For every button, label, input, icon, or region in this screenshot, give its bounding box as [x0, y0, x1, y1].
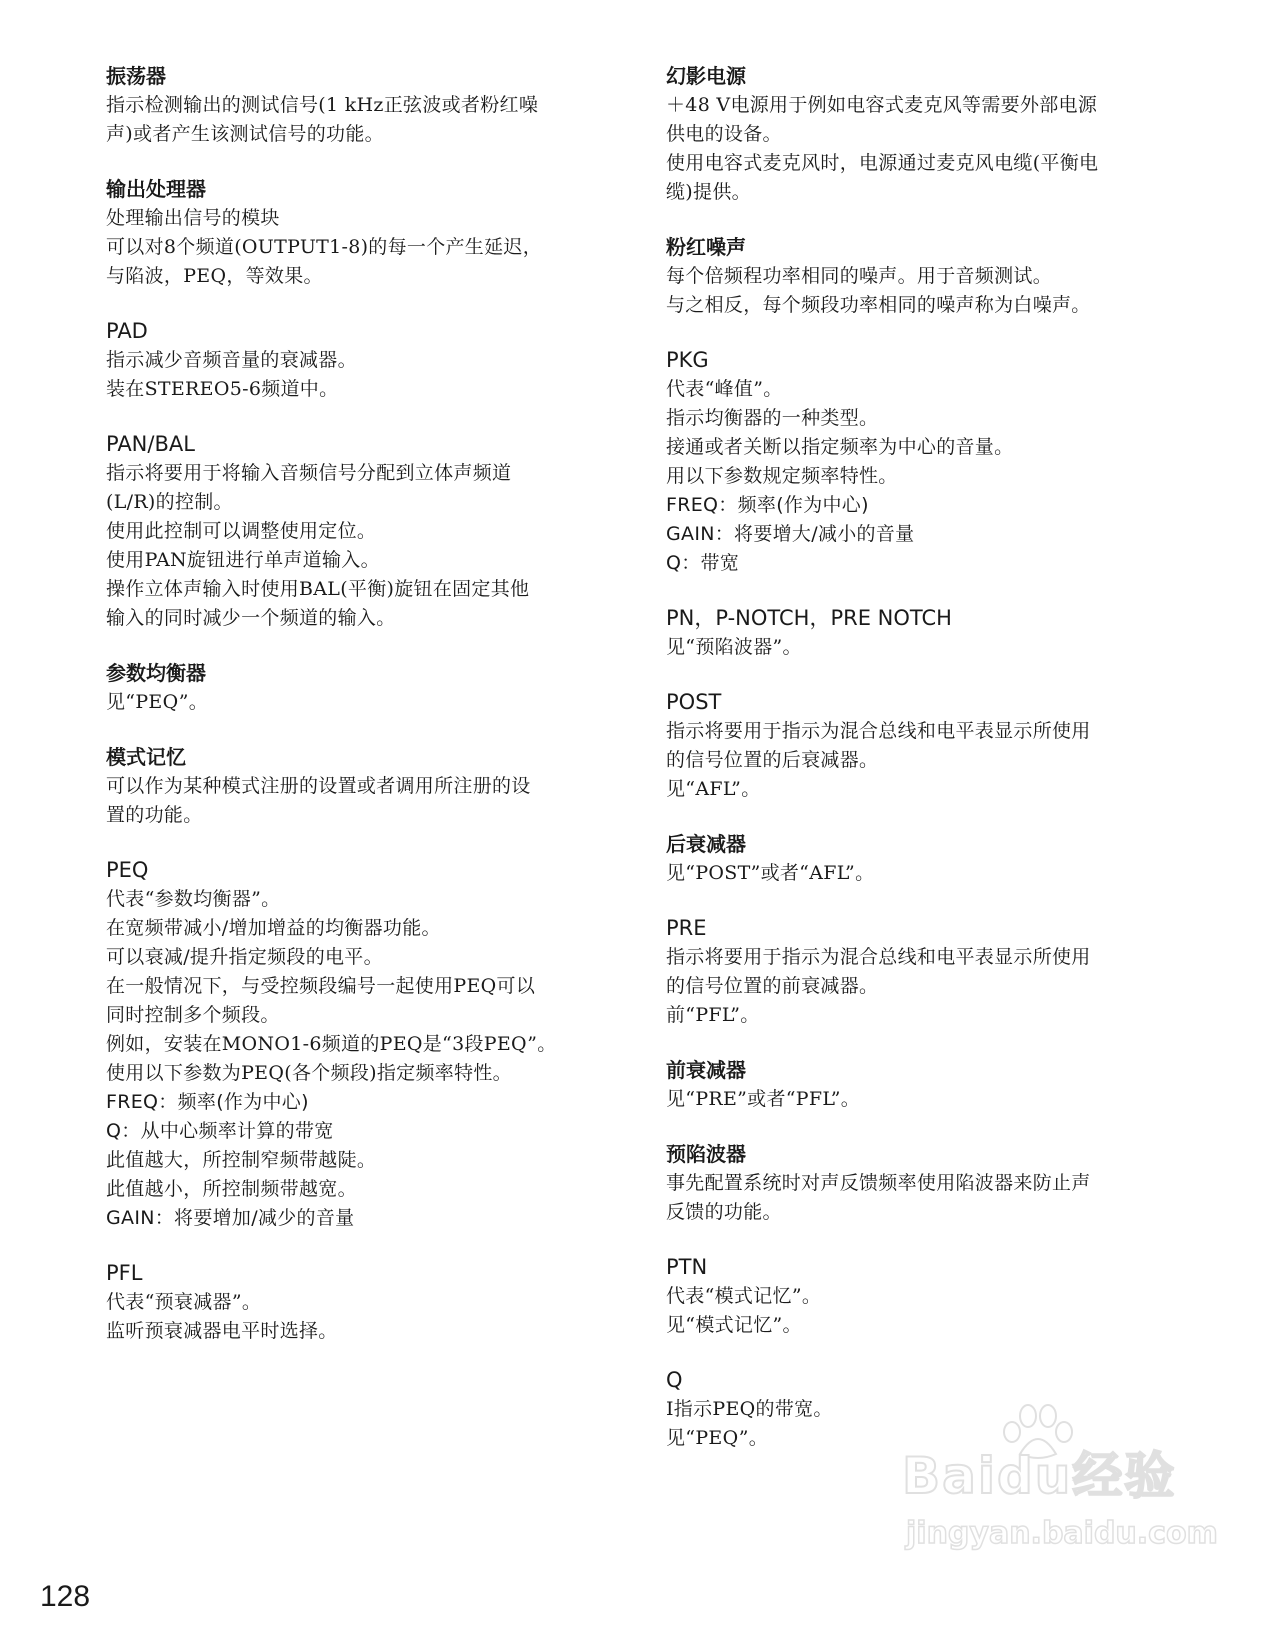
glossary-term: PRE [666, 916, 707, 940]
glossary-definition-line: 与之相反，每个频段功率相同的噪声称为白噪声。 [666, 294, 1091, 316]
glossary-definition-line: 反馈的功能。 [666, 1201, 782, 1223]
glossary-definition-line: 见“PRE”或者“PFL”。 [666, 1088, 861, 1110]
glossary-entry [106, 62, 606, 149]
glossary-definition-line: 代表“峰值”。 [666, 378, 783, 400]
glossary-definition-line: 指示将要用于指示为混合总线和电平表显示所使用 [666, 946, 1091, 968]
glossary-term: 参数均衡器 [106, 661, 206, 685]
glossary-entry [106, 1259, 606, 1346]
glossary-term: PEQ [106, 858, 149, 882]
glossary-term: Q [666, 1368, 683, 1392]
glossary-definition-line: 装在STEREO5-6频道中。 [106, 378, 339, 400]
glossary-term: 输出处理器 [106, 177, 206, 201]
glossary-entry [106, 659, 606, 717]
glossary-definition-line: 指示减少音频音量的衰减器。 [106, 349, 357, 371]
glossary-entry [666, 233, 1186, 320]
glossary-definition-line: 见“AFL”。 [666, 778, 761, 800]
glossary-definition-line: 见“POST”或者“AFL”。 [666, 862, 875, 884]
glossary-definition-line: 指示将要用于指示为混合总线和电平表显示所使用 [666, 720, 1091, 742]
glossary-definition-line: 供电的设备。 [666, 123, 782, 145]
page-number: 128 [40, 1580, 91, 1613]
glossary-entry [106, 175, 606, 291]
glossary-right-column [666, 62, 1186, 1479]
glossary-definition-line: Q：带宽 [666, 552, 740, 574]
glossary-definition-line: 使用以下参数为PEQ(各个频段)指定频率特性。 [106, 1062, 512, 1084]
glossary-definition-line: 每个倍频程功率相同的噪声。用于音频测试。 [666, 265, 1053, 287]
glossary-entry [666, 830, 1186, 888]
glossary-definition-line: 缆)提供。 [666, 181, 751, 203]
glossary-definition-line: 使用PAN旋钮进行单声道输入。 [106, 549, 380, 571]
glossary-definition-line: 见“PEQ”。 [666, 1427, 769, 1449]
glossary-definition-line: 可以作为某种模式注册的设置或者调用所注册的设 [106, 775, 531, 797]
glossary-definition-line: FREQ：频率(作为中心) [106, 1091, 309, 1113]
glossary-entry [666, 1140, 1186, 1227]
glossary-entry [666, 604, 1186, 662]
glossary-definition-line: 事先配置系统时对声反馈频率使用陷波器来防止声 [666, 1172, 1091, 1194]
glossary-definition-line: 见“模式记忆”。 [666, 1314, 802, 1336]
glossary-definition-line: 指示将要用于将输入音频信号分配到立体声频道 [106, 462, 512, 484]
glossary-definition-line: 用以下参数规定频率特性。 [666, 465, 898, 487]
baidu-jingyan-watermark [902, 1436, 1218, 1566]
glossary-definition-line: 代表“参数均衡器”。 [106, 888, 281, 910]
glossary-definition-line: 在一般情况下，与受控频段编号一起使用PEQ可以 [106, 975, 536, 997]
glossary-definition-line: 可以对8个频道(OUTPUT1-8)的每一个产生延迟， [106, 236, 543, 258]
glossary-entry [666, 914, 1186, 1030]
glossary-definition-line: 此值越大，所控制窄频带越陡。 [106, 1149, 377, 1171]
watermark-logo: Baidu经验 [902, 1447, 1177, 1505]
glossary-definition-line: (L/R)的控制。 [106, 491, 233, 513]
glossary-term: PKG [666, 348, 709, 372]
glossary-definition-line: GAIN：将要增大/减小的音量 [666, 523, 915, 545]
glossary-entry [666, 688, 1186, 804]
glossary-term: 模式记忆 [106, 745, 186, 769]
watermark-url: jingyan.baidu.com [906, 1516, 1218, 1551]
glossary-definition-line: ＋48 V电源用于例如电容式麦克风等需要外部电源 [666, 94, 1098, 116]
glossary-definition-line: 见“PEQ”。 [106, 691, 209, 713]
glossary-definition-line: 的信号位置的前衰减器。 [666, 975, 879, 997]
glossary-definition-line: GAIN：将要增加/减少的音量 [106, 1207, 355, 1229]
glossary-definition-line: 在宽频带减小/增加增益的均衡器功能。 [106, 917, 441, 939]
glossary-definition-line: I指示PEQ的带宽。 [666, 1398, 833, 1420]
glossary-term: 后衰减器 [666, 832, 746, 856]
glossary-definition-line: 使用此控制可以调整使用定位。 [106, 520, 377, 542]
glossary-definition-line: 监听预衰减器电平时选择。 [106, 1320, 338, 1342]
glossary-entry [666, 62, 1186, 207]
glossary-definition-line: 此值越小，所控制频带越宽。 [106, 1178, 357, 1200]
glossary-definition-line: 例如，安装在MONO1-6频道的PEQ是“3段PEQ”。 [106, 1033, 557, 1055]
glossary-entry [106, 430, 606, 633]
glossary-definition-line: 见“预陷波器”。 [666, 636, 802, 658]
glossary-term: 粉红噪声 [666, 235, 746, 259]
glossary-definition-line: Q：从中心频率计算的带宽 [106, 1120, 334, 1142]
glossary-definition-line: FREQ：频率(作为中心) [666, 494, 869, 516]
glossary-definition-line: 的信号位置的后衰减器。 [666, 749, 879, 771]
glossary-term: 预陷波器 [666, 1142, 746, 1166]
glossary-definition-line: 输入的同时减少一个频道的输入。 [106, 607, 396, 629]
glossary-definition-line: 可以衰减/提升指定频段的电平。 [106, 946, 383, 968]
glossary-term: 前衰减器 [666, 1058, 746, 1082]
glossary-term: PAN/BAL [106, 432, 195, 456]
glossary-entry [106, 856, 606, 1233]
glossary-definition-line: 代表“模式记忆”。 [666, 1285, 822, 1307]
glossary-definition-line: 置的功能。 [106, 804, 203, 826]
glossary-definition-line: 接通或者关断以指定频率为中心的音量。 [666, 436, 1014, 458]
glossary-definition-line: 声)或者产生该测试信号的功能。 [106, 123, 384, 145]
glossary-entry [106, 317, 606, 404]
glossary-term: PFL [106, 1261, 143, 1285]
glossary-entry [666, 1056, 1186, 1114]
glossary-definition-line: 指示检测输出的测试信号(1 kHz正弦波或者粉红噪 [106, 94, 539, 116]
glossary-definition-line: 处理输出信号的模块 [106, 207, 280, 229]
glossary-definition-line: 指示均衡器的一种类型。 [666, 407, 879, 429]
glossary-term: PN，P-NOTCH，PRE NOTCH [666, 606, 952, 630]
glossary-definition-line: 前“PFL”。 [666, 1004, 760, 1026]
glossary-definition-line: 代表“预衰减器”。 [106, 1291, 262, 1313]
glossary-left-column [106, 62, 606, 1372]
glossary-definition-line: 同时控制多个频段。 [106, 1004, 280, 1026]
glossary-entry [666, 346, 1186, 578]
glossary-definition-line: 使用电容式麦克风时，电源通过麦克风电缆(平衡电 [666, 152, 1099, 174]
glossary-term: PAD [106, 319, 148, 343]
glossary-term: 振荡器 [106, 64, 166, 88]
glossary-term: 幻影电源 [666, 64, 746, 88]
glossary-definition-line: 操作立体声输入时使用BAL(平衡)旋钮在固定其他 [106, 578, 530, 600]
glossary-entry [666, 1253, 1186, 1340]
glossary-entry [106, 743, 606, 830]
glossary-definition-line: 与陷波，PEQ，等效果。 [106, 265, 323, 287]
glossary-term: POST [666, 690, 722, 714]
glossary-term: PTN [666, 1255, 708, 1279]
